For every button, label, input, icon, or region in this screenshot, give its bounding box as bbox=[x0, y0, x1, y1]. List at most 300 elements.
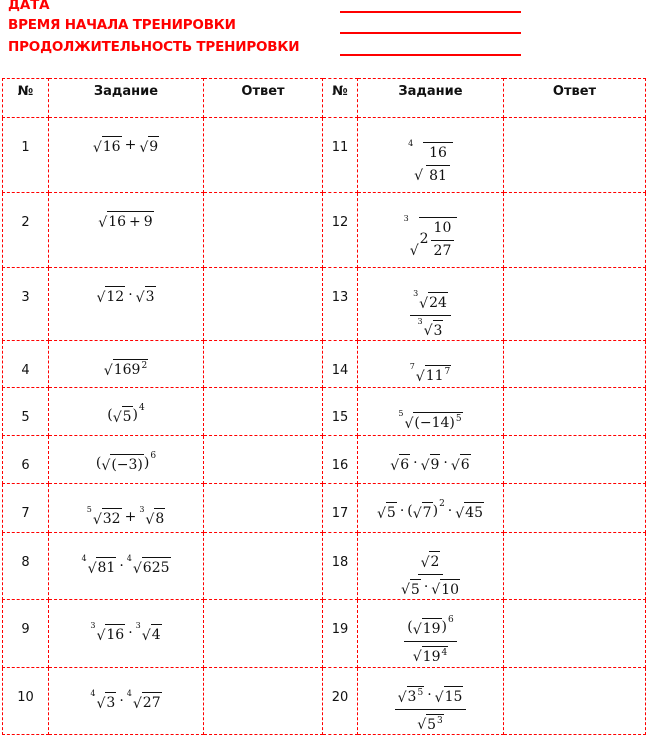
radical bbox=[404, 215, 458, 260]
radical bbox=[451, 452, 471, 475]
task-number: 18 bbox=[323, 533, 358, 600]
math bbox=[107, 404, 145, 427]
radical-sign-icon: √ bbox=[376, 505, 386, 522]
fraction bbox=[410, 290, 451, 340]
radicand bbox=[419, 217, 458, 260]
task-number: 17 bbox=[323, 484, 358, 533]
radical-sign-icon: √ bbox=[431, 582, 441, 599]
radical-sign-icon: √ bbox=[96, 627, 106, 644]
radical bbox=[421, 452, 441, 475]
root-index: 3 bbox=[139, 505, 145, 514]
answer-cell[interactable] bbox=[504, 268, 646, 341]
radical-sign-icon: √ bbox=[145, 511, 155, 528]
denominator bbox=[398, 575, 463, 600]
radical bbox=[81, 555, 116, 578]
operator: · bbox=[413, 454, 418, 471]
task-number: 1 bbox=[3, 118, 49, 193]
task-expression bbox=[49, 388, 204, 436]
radicand bbox=[422, 618, 442, 639]
numerator bbox=[410, 290, 451, 316]
expr-text: 6 bbox=[460, 457, 470, 473]
expr-text: 2 bbox=[430, 554, 440, 570]
expr-text: 12 bbox=[106, 289, 125, 305]
answer-cell[interactable] bbox=[204, 533, 323, 600]
radicand bbox=[422, 502, 433, 523]
task-number: 7 bbox=[3, 484, 49, 533]
task-number: 11 bbox=[323, 118, 358, 193]
operator: + bbox=[124, 508, 137, 525]
radical-sign-icon: √ bbox=[414, 168, 424, 185]
task-expression bbox=[49, 600, 204, 668]
math bbox=[90, 690, 161, 713]
math bbox=[377, 500, 484, 523]
table-header-row bbox=[3, 79, 646, 118]
radicand bbox=[407, 686, 425, 707]
radical-sign-icon: √ bbox=[423, 323, 433, 340]
answer-cell[interactable] bbox=[204, 388, 323, 436]
expr-text: ( bbox=[407, 502, 413, 519]
operator: · bbox=[427, 686, 432, 703]
expr-text: 625 bbox=[142, 560, 170, 576]
radical bbox=[390, 452, 410, 475]
radical bbox=[113, 404, 133, 427]
expr-text: 19 bbox=[422, 621, 441, 637]
task-number: 3 bbox=[3, 268, 49, 341]
radical-sign-icon: √ bbox=[412, 621, 422, 638]
expr-text: 19 bbox=[422, 648, 441, 665]
answer-cell[interactable] bbox=[504, 436, 646, 484]
table-row bbox=[3, 193, 646, 268]
exponent: 5 bbox=[455, 414, 462, 424]
answer-cell[interactable] bbox=[204, 668, 323, 735]
task-number: 19 bbox=[323, 600, 358, 668]
expr-text: 16 bbox=[108, 214, 127, 230]
expr-text: 3 bbox=[407, 689, 417, 705]
answer-cell[interactable] bbox=[204, 436, 323, 484]
answer-cell[interactable] bbox=[504, 118, 646, 193]
task-expression bbox=[49, 436, 204, 484]
answer-cell[interactable] bbox=[504, 341, 646, 388]
math bbox=[104, 357, 148, 380]
task-number: 8 bbox=[3, 533, 49, 600]
operator: · bbox=[128, 624, 133, 641]
radical bbox=[413, 616, 442, 639]
answer-cell[interactable] bbox=[504, 484, 646, 533]
task-number: 4 bbox=[3, 341, 49, 388]
expr-text: ) bbox=[132, 406, 139, 423]
radical bbox=[413, 290, 448, 313]
radicand bbox=[102, 508, 122, 529]
radical-sign-icon: √ bbox=[103, 362, 113, 379]
table-row bbox=[3, 118, 646, 193]
root-index: 4 bbox=[408, 139, 414, 148]
radical bbox=[398, 410, 462, 433]
radicand bbox=[107, 211, 153, 232]
radical-sign-icon: √ bbox=[420, 457, 430, 474]
col-number: № bbox=[3, 79, 49, 118]
radicand bbox=[423, 142, 453, 185]
radical-sign-icon: √ bbox=[141, 627, 151, 644]
radical bbox=[96, 284, 125, 307]
expr-text: 27 bbox=[142, 695, 161, 711]
radical-sign-icon: √ bbox=[96, 695, 106, 712]
root-index: 5 bbox=[398, 409, 404, 418]
exponent: 4 bbox=[139, 403, 145, 413]
answer-cell[interactable] bbox=[504, 533, 646, 600]
fraction bbox=[398, 549, 463, 599]
expr-text: 3 bbox=[106, 695, 116, 711]
operator: · bbox=[399, 502, 405, 519]
table-row bbox=[3, 436, 646, 484]
expr-text: 32 bbox=[102, 511, 121, 527]
numerator bbox=[395, 684, 467, 710]
task-expression bbox=[49, 533, 204, 600]
answer-cell[interactable] bbox=[504, 668, 646, 735]
task-expression bbox=[358, 533, 504, 600]
expr-text: ( bbox=[407, 618, 413, 635]
radical-sign-icon: √ bbox=[397, 689, 407, 706]
radical bbox=[139, 506, 165, 529]
expr-text: 16 bbox=[429, 145, 447, 161]
radical-sign-icon: √ bbox=[92, 511, 102, 528]
start-time-label: ВРЕМЯ НАЧАЛА ТРЕНИРОВКИ bbox=[8, 17, 236, 33]
radical bbox=[127, 555, 171, 578]
radical bbox=[90, 622, 125, 645]
exponent: 7 bbox=[444, 367, 451, 377]
expr-text: 27 bbox=[433, 242, 452, 259]
exponent: 3 bbox=[437, 715, 443, 726]
radicand bbox=[430, 454, 441, 475]
answer-cell[interactable] bbox=[504, 600, 646, 668]
task-expression bbox=[49, 268, 204, 341]
exponent: 4 bbox=[441, 647, 448, 658]
radical bbox=[98, 209, 153, 232]
answer-cell[interactable] bbox=[204, 484, 323, 533]
table-body bbox=[3, 118, 646, 735]
radical bbox=[101, 452, 143, 475]
task-expression bbox=[358, 600, 504, 668]
exponent: 2 bbox=[439, 499, 445, 509]
radicand bbox=[428, 292, 448, 313]
math bbox=[98, 209, 153, 232]
radical-sign-icon: √ bbox=[132, 695, 142, 712]
root-index: 3 bbox=[90, 621, 96, 630]
start-time-answer-line[interactable] bbox=[340, 32, 521, 34]
radical-sign-icon: √ bbox=[87, 560, 97, 577]
radical-sign-icon: √ bbox=[101, 457, 111, 474]
radical bbox=[413, 644, 448, 667]
operator: · bbox=[447, 502, 453, 519]
table-row bbox=[3, 268, 646, 341]
math bbox=[396, 549, 465, 599]
radical-sign-icon: √ bbox=[412, 649, 422, 666]
radicand bbox=[105, 286, 125, 307]
duration-label: ПРОДОЛЖИТЕЛЬНОСТЬ ТРЕНИРОВКИ bbox=[8, 39, 300, 55]
fraction bbox=[404, 616, 456, 666]
radical-sign-icon: √ bbox=[390, 457, 400, 474]
radicand bbox=[105, 624, 125, 645]
duration-answer-line[interactable] bbox=[340, 54, 521, 56]
task-expression bbox=[358, 436, 504, 484]
expr-text: 4 bbox=[151, 627, 161, 643]
answer-cell[interactable] bbox=[204, 600, 323, 668]
denominator bbox=[431, 241, 455, 261]
root-index: 3 bbox=[413, 289, 419, 298]
radical-sign-icon: √ bbox=[96, 289, 106, 306]
radical bbox=[408, 140, 453, 185]
denominator bbox=[414, 710, 447, 735]
expr-text: 7 bbox=[422, 505, 432, 521]
math bbox=[90, 622, 161, 645]
expr-text: ( bbox=[95, 454, 102, 471]
answer-cell[interactable] bbox=[504, 388, 646, 436]
expr-text: 45 bbox=[465, 505, 483, 521]
expr-text: 16 bbox=[106, 627, 125, 643]
numerator bbox=[418, 549, 444, 575]
col-answer: Ответ bbox=[204, 79, 323, 118]
radical bbox=[401, 577, 421, 600]
radical-sign-icon: √ bbox=[409, 243, 419, 260]
task-number: 5 bbox=[3, 388, 49, 436]
radical-sign-icon: √ bbox=[415, 368, 425, 385]
task-number: 9 bbox=[3, 600, 49, 668]
math bbox=[402, 616, 458, 666]
expr-text: 10 bbox=[433, 220, 452, 236]
radicand bbox=[425, 365, 452, 386]
radicand bbox=[142, 692, 162, 713]
col-task: Задание bbox=[358, 79, 504, 118]
expr-text: 3 bbox=[433, 322, 443, 339]
root-index: 4 bbox=[90, 689, 96, 698]
answer-cell[interactable] bbox=[504, 193, 646, 268]
radicand bbox=[113, 359, 148, 380]
radical-sign-icon: √ bbox=[417, 717, 427, 734]
expr-text: 10 bbox=[441, 581, 460, 598]
radical bbox=[377, 500, 397, 523]
task-number: 16 bbox=[323, 436, 358, 484]
expr-text: 9 bbox=[430, 457, 440, 473]
date-answer-line[interactable] bbox=[340, 11, 521, 13]
radical-sign-icon: √ bbox=[132, 560, 142, 577]
table-row bbox=[3, 533, 646, 600]
col-number: № bbox=[323, 79, 358, 118]
task-number: 14 bbox=[323, 341, 358, 388]
root-index: 4 bbox=[81, 554, 87, 563]
expr-text: 9 bbox=[143, 214, 153, 230]
radicand bbox=[122, 406, 133, 427]
radicand bbox=[154, 508, 165, 529]
radicand bbox=[105, 692, 116, 713]
operator: + bbox=[129, 214, 141, 230]
expr-text: 6 bbox=[400, 457, 410, 473]
radical bbox=[431, 577, 460, 600]
radical bbox=[90, 690, 116, 713]
expr-text: ( bbox=[107, 406, 113, 423]
table-row bbox=[3, 600, 646, 668]
exponent: 5 bbox=[417, 688, 424, 698]
radicand bbox=[433, 320, 444, 341]
radical bbox=[127, 690, 162, 713]
root-index: 7 bbox=[409, 362, 415, 371]
expr-text: 15 bbox=[444, 689, 463, 705]
expr-text: 81 bbox=[97, 560, 116, 576]
radicand bbox=[422, 646, 449, 667]
operator: · bbox=[423, 579, 429, 595]
answer-cell[interactable] bbox=[204, 268, 323, 341]
answer-cell[interactable] bbox=[204, 341, 323, 388]
radical-sign-icon: √ bbox=[98, 214, 108, 231]
math bbox=[408, 140, 453, 185]
operator: · bbox=[119, 557, 124, 574]
task-expression bbox=[358, 388, 504, 436]
numerator bbox=[426, 145, 450, 166]
fraction bbox=[426, 145, 450, 185]
expr-text: 2 bbox=[419, 231, 429, 248]
expr-text: 8 bbox=[155, 511, 165, 527]
expr-text: 16 bbox=[102, 139, 121, 155]
expr-text: ) bbox=[432, 502, 439, 519]
radical bbox=[136, 622, 162, 645]
radical bbox=[418, 318, 444, 341]
radicand bbox=[413, 412, 462, 433]
math bbox=[404, 215, 458, 260]
radicand bbox=[142, 557, 171, 578]
exercise-table bbox=[2, 78, 646, 735]
numerator bbox=[431, 220, 455, 241]
expr-text: (−14) bbox=[414, 415, 455, 431]
radicand bbox=[386, 502, 397, 523]
task-number: 15 bbox=[323, 388, 358, 436]
radicand bbox=[145, 286, 156, 307]
numerator bbox=[404, 616, 456, 642]
radical-sign-icon: √ bbox=[420, 554, 430, 571]
radical-sign-icon: √ bbox=[139, 139, 149, 156]
task-number: 2 bbox=[3, 193, 49, 268]
table-row bbox=[3, 388, 646, 436]
operator: · bbox=[119, 692, 124, 709]
expr-text: 9 bbox=[149, 139, 159, 155]
task-expression bbox=[49, 341, 204, 388]
radical bbox=[410, 363, 452, 386]
expr-text: 81 bbox=[429, 167, 447, 184]
radicand bbox=[110, 454, 144, 475]
radicand bbox=[148, 136, 159, 157]
radicand bbox=[440, 579, 460, 600]
radical bbox=[435, 684, 464, 707]
table-row bbox=[3, 484, 646, 533]
math bbox=[390, 452, 470, 475]
radical bbox=[413, 500, 433, 523]
task-expression bbox=[49, 118, 204, 193]
radical-sign-icon: √ bbox=[412, 505, 422, 522]
math bbox=[96, 284, 155, 307]
task-expression bbox=[358, 341, 504, 388]
radical bbox=[139, 134, 159, 157]
radicand bbox=[410, 579, 421, 600]
math bbox=[393, 684, 469, 734]
radicand bbox=[464, 502, 484, 523]
denominator bbox=[410, 642, 451, 667]
denominator bbox=[426, 166, 450, 186]
task-expression bbox=[358, 268, 504, 341]
math bbox=[81, 555, 170, 578]
radical-sign-icon: √ bbox=[135, 289, 145, 306]
radical-sign-icon: √ bbox=[434, 689, 444, 706]
task-expression bbox=[358, 484, 504, 533]
expr-text: (−3) bbox=[111, 457, 143, 473]
radical-sign-icon: √ bbox=[419, 295, 429, 312]
radical-sign-icon: √ bbox=[92, 139, 102, 156]
expr-text: 5 bbox=[410, 581, 420, 598]
exponent: 6 bbox=[150, 451, 157, 461]
expr-text: 5 bbox=[427, 716, 437, 733]
fraction bbox=[431, 220, 455, 260]
math bbox=[93, 134, 159, 157]
task-expression bbox=[49, 668, 204, 735]
radicand bbox=[429, 551, 440, 572]
task-expression bbox=[49, 193, 204, 268]
expr-text: 5 bbox=[386, 505, 396, 521]
radical-sign-icon: √ bbox=[450, 457, 460, 474]
radical-sign-icon: √ bbox=[400, 582, 410, 599]
expr-text: 24 bbox=[429, 295, 447, 311]
root-index: 3 bbox=[135, 621, 141, 630]
exponent: 2 bbox=[141, 361, 148, 371]
col-answer: Ответ bbox=[504, 79, 646, 118]
root-index: 3 bbox=[417, 316, 423, 326]
radical bbox=[417, 712, 444, 735]
expr-text: 11 bbox=[425, 368, 444, 384]
root-index: 3 bbox=[403, 214, 409, 223]
radicand bbox=[399, 454, 410, 475]
math bbox=[410, 363, 452, 386]
task-expression bbox=[49, 484, 204, 533]
fraction bbox=[395, 684, 467, 734]
task-expression bbox=[358, 668, 504, 735]
radical bbox=[93, 134, 122, 157]
math bbox=[398, 410, 462, 433]
expr-text: 169 bbox=[113, 362, 141, 378]
expr-text: 5 bbox=[122, 409, 132, 425]
exponent: 6 bbox=[447, 615, 454, 625]
operator: · bbox=[128, 286, 133, 303]
task-number: 20 bbox=[323, 668, 358, 735]
radical-sign-icon: √ bbox=[112, 409, 122, 426]
root-index: 4 bbox=[126, 689, 132, 698]
radicand bbox=[102, 136, 122, 157]
answer-cell[interactable] bbox=[204, 193, 323, 268]
radical bbox=[398, 684, 425, 707]
radical bbox=[87, 506, 122, 529]
table-row bbox=[3, 341, 646, 388]
radical bbox=[104, 357, 148, 380]
task-number: 12 bbox=[323, 193, 358, 268]
table-row bbox=[3, 668, 646, 735]
task-expression bbox=[358, 118, 504, 193]
radicand bbox=[444, 686, 464, 707]
radicand bbox=[96, 557, 116, 578]
expr-text: ) bbox=[143, 454, 150, 471]
task-expression bbox=[358, 193, 504, 268]
answer-cell[interactable] bbox=[204, 118, 323, 193]
math bbox=[408, 290, 453, 340]
denominator bbox=[415, 316, 447, 341]
radicand bbox=[426, 714, 444, 735]
root-index: 5 bbox=[86, 505, 92, 514]
task-number: 13 bbox=[323, 268, 358, 341]
task-number: 10 bbox=[3, 668, 49, 735]
operator: · bbox=[443, 454, 448, 471]
